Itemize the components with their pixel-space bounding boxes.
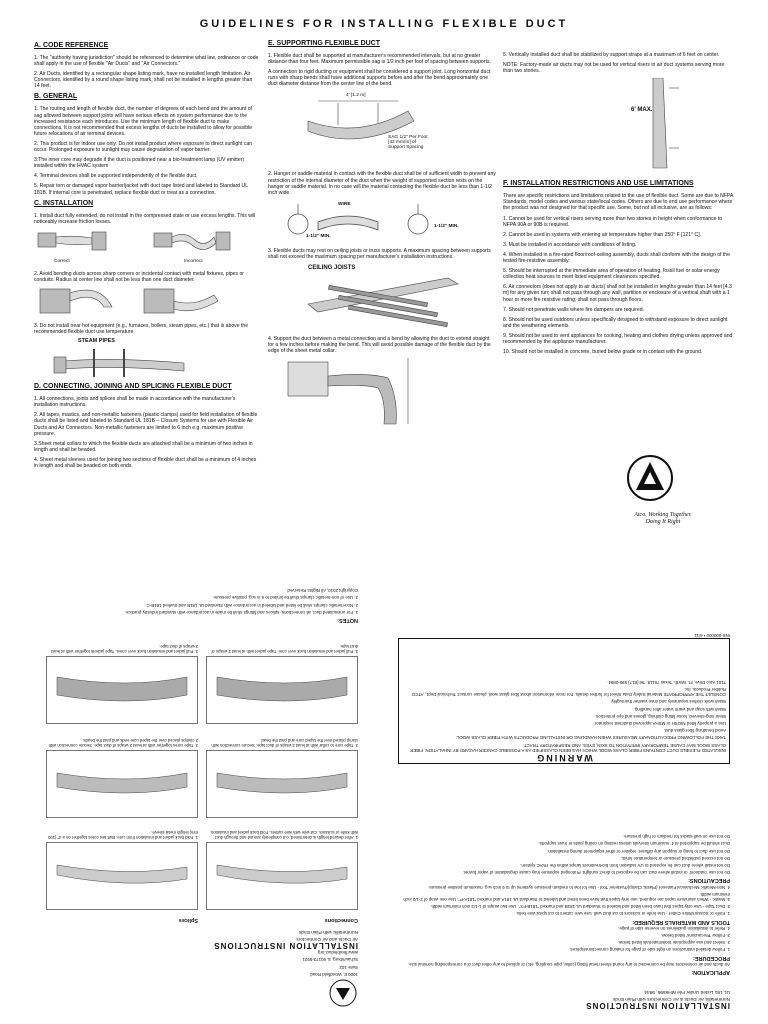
splices-label	[48, 915, 198, 922]
column-right	[503, 52, 735, 359]
instructions-listing: UL 181 Listed Under File MH6596, 9844	[644, 988, 730, 994]
fig-label-6ft: 6' MAX.	[631, 107, 653, 114]
section-f-item: 6. Air connectors (does not apply to air ducts) shall not be installed in lengths greater than 14 feet [4.3 m] for any given run; shall not pass through any wall, partition or enclosure of a vertical shaft with a 1 hour or more fire resistive rating; shall not pass through floors.	[503, 284, 732, 303]
figure-joists	[268, 264, 496, 330]
section-a-p2: 2. Air Ducts, identified by a rectangular shape listing mark, have no installed length limitation. Air Connectors, identified by a round shape listing mark, shall not be installed in lengths greater than 14 feet.	[34, 71, 253, 90]
warning-list-item: Wash with soap and warm water after handling.	[633, 706, 726, 712]
section-f-item: 8. Should not be used outdoors unless specifically designed to withstand exposure to direct sunlight and the weathering elements.	[503, 316, 728, 329]
tools-item: 3. Mastic - When aluminum tapes are required, use only tapes that have been listed and labeled to Standard UL 181A and marked "181A-P". Use one wrap of 2-1/2 inch minimum width.	[403, 891, 730, 902]
figure-collar-bend	[268, 358, 496, 428]
section-f-item: 5. Should be interrupted at the immediate area of operation of heating, fossil fuel or solar energy collection heat sources to meet listed equipment clearances specified.	[503, 268, 720, 281]
hanger-illustration	[268, 200, 496, 242]
fig-label-steam: STEAM PIPES	[78, 338, 115, 345]
company-inst-sub3: Air Ducts and Air Connectors	[296, 935, 358, 941]
tools-item: 2. Duct Tape - Use only tapes that have been listed and labeled to Standard UL 181B and marked "181B-FX". Use two wraps of 1-1/2 inch minimum width.	[430, 904, 730, 910]
precaution-item: Do not use on wall stacks for medium or high pressure.	[622, 834, 730, 840]
application-heading: APPLICATION:	[691, 969, 730, 975]
section-d-p2: 2. All tapes, mastics, and non-metallic fasteners (plastic clamps) used for field installation of flexible ducts shall be listed and labeled to Standard UL 181B – Closure Systems for use with Flexible Air Ducts and Air Connectors. Non-metallic fasteners are limited to 6 inch e.g. maximum positive pressure.	[34, 412, 258, 437]
section-b-p2: 2. This product is for indoor use only. Do not install product where exposure to direct sunlight can occur. Prolonged exposure to sunlight may cause degradation of vapor barrier.	[34, 140, 253, 154]
warning-list-item: Wear long-sleeved, loose fitting clothing, gloves and eye protection.	[594, 713, 726, 719]
step-image	[207, 751, 357, 817]
procedure-heading: PROCEDURE:	[693, 954, 730, 961]
notes-heading: NOTES:	[337, 617, 358, 623]
page-title: GUIDELINES FOR INSTALLING FLEXIBLE DUCT	[199, 18, 569, 30]
section-e-p4: 4. Support the duct between a metal connection and a bend by allowing the duct to extend straight for a few inches before making the bend. This will avoid possible damage of the flexible duct by the edge of the sheet metal collar.	[268, 336, 491, 355]
step-illustration	[206, 750, 358, 818]
collar-illustration	[268, 358, 496, 428]
step-image	[47, 843, 197, 909]
step-image	[47, 657, 197, 723]
step-image	[47, 751, 197, 817]
section-f-intro: There are specific restrictions and limitations related to the use of flexible duct. Some are due to NFPA Standards, model codes and various state/local codes. Others are due to end use performance where the product was not designed for that specific use. Some, but not all inclusive, are as follows:	[503, 193, 734, 212]
section-d-p3: 3.Sheet metal collars to which the flexible ducts are attached shall be a minimum of two inches in length and shall be beaded.	[34, 440, 253, 453]
section-f-heading: F. INSTALLATION RESTRICTIONS AND USE LIMITATIONS	[503, 180, 694, 188]
vertical-illustration	[503, 78, 735, 174]
company-web: www.flexibleduct.org	[317, 950, 358, 956]
duct-illustration	[34, 229, 259, 259]
procedure-item: 1. Follow detailed instructions on right side of page for making connections/splices.	[569, 947, 730, 953]
figure-correct-incorrect	[34, 229, 259, 265]
part-number	[400, 631, 730, 638]
tools-heading: TOOLS AND MATERIALS REQUIRED:	[632, 918, 730, 925]
section-a-heading: A. CODE REFERENCE	[34, 42, 109, 49]
sag-illustration	[268, 91, 496, 165]
section-e-p1: 1. Flexible duct shall be supported at manufacturer's recommended intervals, but at no greater distance than four feet. Maximum permissible sag is 1/2 inch per foot of spacing between supports.	[268, 53, 491, 66]
company-inst-sub4: Nonmetallic with Plain Ends	[298, 928, 358, 934]
fig-label-joists: CEILING JOISTS	[308, 265, 356, 272]
section-f-item: 9. Should not be used to vent appliances for cooking, heating and clothes drying unless approved and recommended by the appliance manufacturer.	[503, 332, 733, 345]
note-item: 3. Use of non-metallic clamps shall be limited to 6 in w.g. positive pressure.	[212, 595, 358, 601]
note-item: 2. Non-metallic clamps shall be listed and labeled in accordance with Standard UL 181B and marked 181B-C.	[145, 602, 358, 608]
part-number-text: INS-000000 • 6/11	[694, 633, 730, 638]
warning-content	[402, 679, 726, 763]
company-addr3: Schaumburg, IL 60173-5921	[302, 957, 358, 963]
inverted-instruction-sheet	[30, 548, 738, 1014]
application-text: Air ducts and air connectors may be connected to any round sheet metal fitting (collar, pipe coupling, etc) or spliced to any other duct of a corresponding nominal size.	[407, 961, 730, 967]
precaution-item: Do not exceed published pressure or temperature limits.	[620, 855, 730, 861]
step-illustration	[46, 750, 198, 818]
procedure-item: 4. Refer to installation guidelines on reverse side of page.	[618, 925, 730, 931]
section-d-heading: D. CONNECTING, JOINING AND SPLICING FLEXIBLE DUCT	[34, 383, 232, 391]
step-illustration	[46, 656, 198, 724]
figure-bends	[34, 287, 259, 317]
procedure-item: 2. Select and use appropriate tools/materials listed below.	[617, 940, 730, 946]
step-text: 2. Tape cores together with at least 2 wraps of duct tape. Secure connection with 2 clamps placed over the taped core ends and past the beads.	[48, 738, 198, 748]
figure-vertical	[503, 78, 735, 174]
joists-illustration	[268, 264, 496, 330]
precaution-item: Duct should be supported at 4' maximum intervals unless resting on ceiling joists or truss supports.	[538, 841, 730, 847]
warning-title: WARNING	[535, 753, 593, 763]
fig-label-incorrect: Incorrect	[184, 258, 203, 264]
step-text: 2. Tape core to collar with at least 2 wraps of duct tape. Secure connection with clamp placed over the taped core and past the bead.	[211, 738, 358, 748]
fig-label-min2: 1-1/2" MIN.	[434, 223, 459, 229]
section-b-heading: B. GENERAL	[34, 93, 78, 101]
company-addr2: Suite 102	[339, 964, 358, 970]
figure-sag	[268, 91, 496, 165]
step-illustration	[206, 842, 358, 910]
section-c-p1: 1. Install duct fully extended, do not install in the compressed state or use excess lengths. This will noticeably increase friction losses.	[34, 212, 256, 225]
warning-text: INSULATED FLEXIBLE DUCT CONTAINS FIBER GLASS WOOL WHICH HAS BEEN CLASSIFIED AS A POSSIBLE CANCER HAZARD BY INHALATION. FIBER GLASS WOOL MAY CAUSE TEMPORARY IRRITATION TO SKIN, EYES, AND RESPIRATORY TRACT.	[410, 742, 726, 753]
section-f-item: 4. When installed in a fire-rated floor/roof-ceiling assembly, ducts shall conform with the design of the tested fire-resistive assembly.	[503, 251, 730, 265]
step-text: 3. Pull jacket and insulation back over core. Tape jacket with at least 2 wraps of duct tape.	[211, 644, 358, 654]
section-e-note: NOTE: Factory-made air ducts may not be used for vertical risers in air duct systems serving more than two stories.	[503, 62, 725, 75]
step-image	[207, 657, 357, 723]
section-e-p5: 5. Vertically installed duct shall be stabilized by support straps at a maximum of 6 feet on center.	[503, 52, 720, 58]
fig-label-min1: 1-1/2" MIN.	[306, 233, 331, 239]
step-text: 1. Fold back jacket and insulation from core. Butt two cores together on a 4" (100 mm) length metal sleeve.	[48, 830, 198, 840]
procedures-block	[400, 832, 730, 974]
instructions-title: INSTALLATION INSTRUCTIONS	[585, 1001, 730, 1010]
instructions-subtitle: Nonmetallic Air Ducts & Air Connectors with Plain Ends	[612, 995, 730, 1001]
figure-steam-pipes	[34, 339, 259, 377]
bend-illustration	[34, 287, 259, 317]
section-f-item: 10. Should not be installed in concrete, buried below grade or in contact with the ground.	[503, 349, 703, 356]
step-image	[207, 843, 357, 909]
section-b-p5: 5. Repair torn or damaged vapor barrier/jacket with duct tape listed and labeled to Standard UL 181B. If internal core is penetrated, replace flexible duct or treat as a connection.	[34, 183, 248, 196]
section-d-p1: 1. All connections, joints and splices shall be made in accordance with the manufacturer's installation instructions.	[34, 396, 236, 409]
section-c-p3: 3. Do not install near hot equipment (e.g., furnaces, boilers, steam pipes, etc.) that is above the recommended flexible duct use temperature.	[34, 322, 249, 336]
instructions-header	[400, 986, 730, 1008]
section-f-item: 2. Cannot be used in systems with entering air temperature higher than 250° F [121° C].	[503, 231, 702, 238]
company-header	[38, 926, 358, 1008]
column-left	[34, 42, 259, 473]
logo-tagline	[628, 512, 698, 526]
precaution-item: Do not use duct to hang or support any diffuser, register or other equipment during installation.	[547, 848, 730, 854]
precaution-item: Do not use 'outdoors' or install where duct can be exposed to direct sunlight. Prolonged exposure may cause degradation of vapor barrier.	[462, 870, 730, 876]
section-e-heading: E. SUPPORTING FLEXIBLE DUCT	[268, 40, 381, 47]
step-illustration	[206, 656, 358, 724]
fig-label-correct: Correct	[54, 258, 70, 264]
logo-icon	[620, 450, 730, 510]
fig-label-wire: WIRE	[338, 201, 351, 207]
warning-list-item: Wash work clothes separately and rinse washer thoroughly.	[610, 699, 726, 705]
warning-list-item: Use a properly fitted NIOSH or MSHA approved dust/mist respirator.	[593, 720, 726, 726]
warning-box	[398, 638, 730, 764]
procedure-item: 3. Follow 'Precautions' listed below.	[661, 932, 730, 938]
section-f-item: 1. Cannot be used for vertical risers serving more than two stories in height when conformance to NFPA 90A or 90B is required.	[503, 215, 723, 228]
warning-address: 7101 Atco Drive, Ft. Worth, Texas 76118, Tel:(817) 595-2894.	[607, 679, 726, 685]
tagline-line1: Atco. Working Together.	[634, 512, 692, 518]
company-seal-icon	[328, 978, 358, 1008]
section-c-heading: C. INSTALLATION	[34, 199, 94, 207]
section-b-p1: 1. The routing and length of flexible duct, the number of degrees of each bend and the amount of sag allowed between support joints will have serious effects on system performance due to the increased resistance each introduces. Use the minimum length of flexible duct to make connections. It is not recommended that excess lengths of ducts be installed to allow for possible future relocations of air terminal devices.	[34, 106, 253, 137]
tagline-line2: Doing It Right	[645, 519, 681, 525]
step-text: 1. After desired length is determined, cut completely around and through duct with knife or scissors. Cut wire with wire cutters. Fold back jacket and insulation.	[209, 830, 358, 840]
warning-take: TAKE THE FOLLOWING PRECAUTIONARY MEASURES WHEN HANDLING OR INSTALLING PRODUCTS WITH FIBER GLASS WOOL:	[455, 735, 726, 741]
step-text: 3. Pull jacket and insulation back over cores. Tape jackets together with at least 2 wraps of duct tape.	[51, 644, 198, 654]
section-d-p4: 4. Sheet metal sleeves used for joining two sections of flexible duct shall be a minimum of 4 inches in length and shall be beaded on both ends.	[34, 456, 257, 469]
warning-list-item: Avoid breathing fiber glass dust.	[663, 728, 726, 734]
section-b-p3: 3.The inner core may degrade if the duct is positioned near a bio-treatment lamp (UV emitter) installed within the HVAC system	[34, 157, 245, 170]
precaution-item: Do not install where duct can be exposed to UV radiation from bio-treatment lamps within the HVAC system.	[520, 862, 730, 868]
steam-pipe-illustration	[34, 339, 259, 377]
column-middle	[268, 40, 496, 434]
fig-label-4ft: 4' [1.2 m]	[346, 93, 366, 99]
section-a-p1: 1. The "authority having jurisdiction" should be referenced to determine what law, ordinance or code shall apply in the use of flexible "Air Ducts" and "Air Connectors."	[34, 55, 259, 68]
copyright: Copyright 2010, All Rights Reserved	[287, 588, 358, 594]
step-illustration	[46, 842, 198, 910]
section-e-p2: 2. Hanger or saddle material in contact with the flexible duct shall be of sufficient width to prevent any restriction of the internal diameter of the duct when the weight of supported section rests on the hanger or saddle material. In no case will the material contacting the flexible duct be less than 1-1/2 inch wide.	[268, 171, 496, 196]
section-b-p4: 4. Terminal devices shall be supported independently of the flexible duct.	[34, 173, 198, 180]
connections-label	[208, 915, 358, 922]
warning-msds: CONSULT THE APPROPRIATE Material Safety Data Sheet for further details. For more information about fiber glass wool, please contact: Technical Dept., ATCO Rubber Products, Inc.	[411, 686, 726, 698]
section-f-item: 3. Must be installed in accordance with conditions of listing.	[503, 241, 637, 248]
section-e-p1b: A connection to rigid ducting or equipment shall be considered a support joint. Long horizontal duct runs with sharp bends shall have additional supports before and after the bend approximately one duct diameter distance from the center line of the bend.	[268, 69, 491, 88]
section-e-p3: 3. Flexible ducts may rest on ceiling joists or truss supports. A maximum spacing between supports shall not exceed the maximum spacing per manufacturer's installation instructions.	[268, 247, 491, 260]
fig-label-sag: SAG 1/2" Per Foot [42 mm/m] of Support Spacing	[388, 135, 428, 151]
note-item: 1. For uninsulated duct, all connections, splices and fittings shall be made in accordance with standard industry practice.	[124, 609, 358, 615]
precautions-heading: PRECAUTIONS:	[688, 877, 730, 884]
company-inst-title: INSTALLATION INSTRUCTIONS	[213, 940, 358, 950]
section-c-p2: 2. Avoid bending ducts across sharp corners or incidental contact with metal fixtures, pipes or conduits. Radius at center line shall not be less than one duct diameter.	[34, 270, 244, 283]
figure-hanger	[268, 200, 496, 242]
tools-item: 4. Non-Metallic Mechanical Fastener (Plastic Clamp)/Fastener Tool - Use for low to medium pressure systems up to 6 inch w.g. maximum positive pressure.	[427, 884, 730, 890]
connections-heading: Connections	[324, 917, 358, 923]
section-f-item: 7. Should not penetrate walls where fire dampers are required.	[503, 306, 645, 313]
notes-block	[48, 586, 358, 622]
company-addr1: 1000 E. Woodfield Road	[310, 971, 358, 977]
tools-item: 1. Knife or Scissors/Wire Cutter - Use knife or scissors to cut duct wall. Use wire cutters to cut spiral wire helix.	[515, 911, 730, 917]
splices-heading: Splices	[178, 917, 198, 923]
company-logo	[620, 450, 730, 540]
